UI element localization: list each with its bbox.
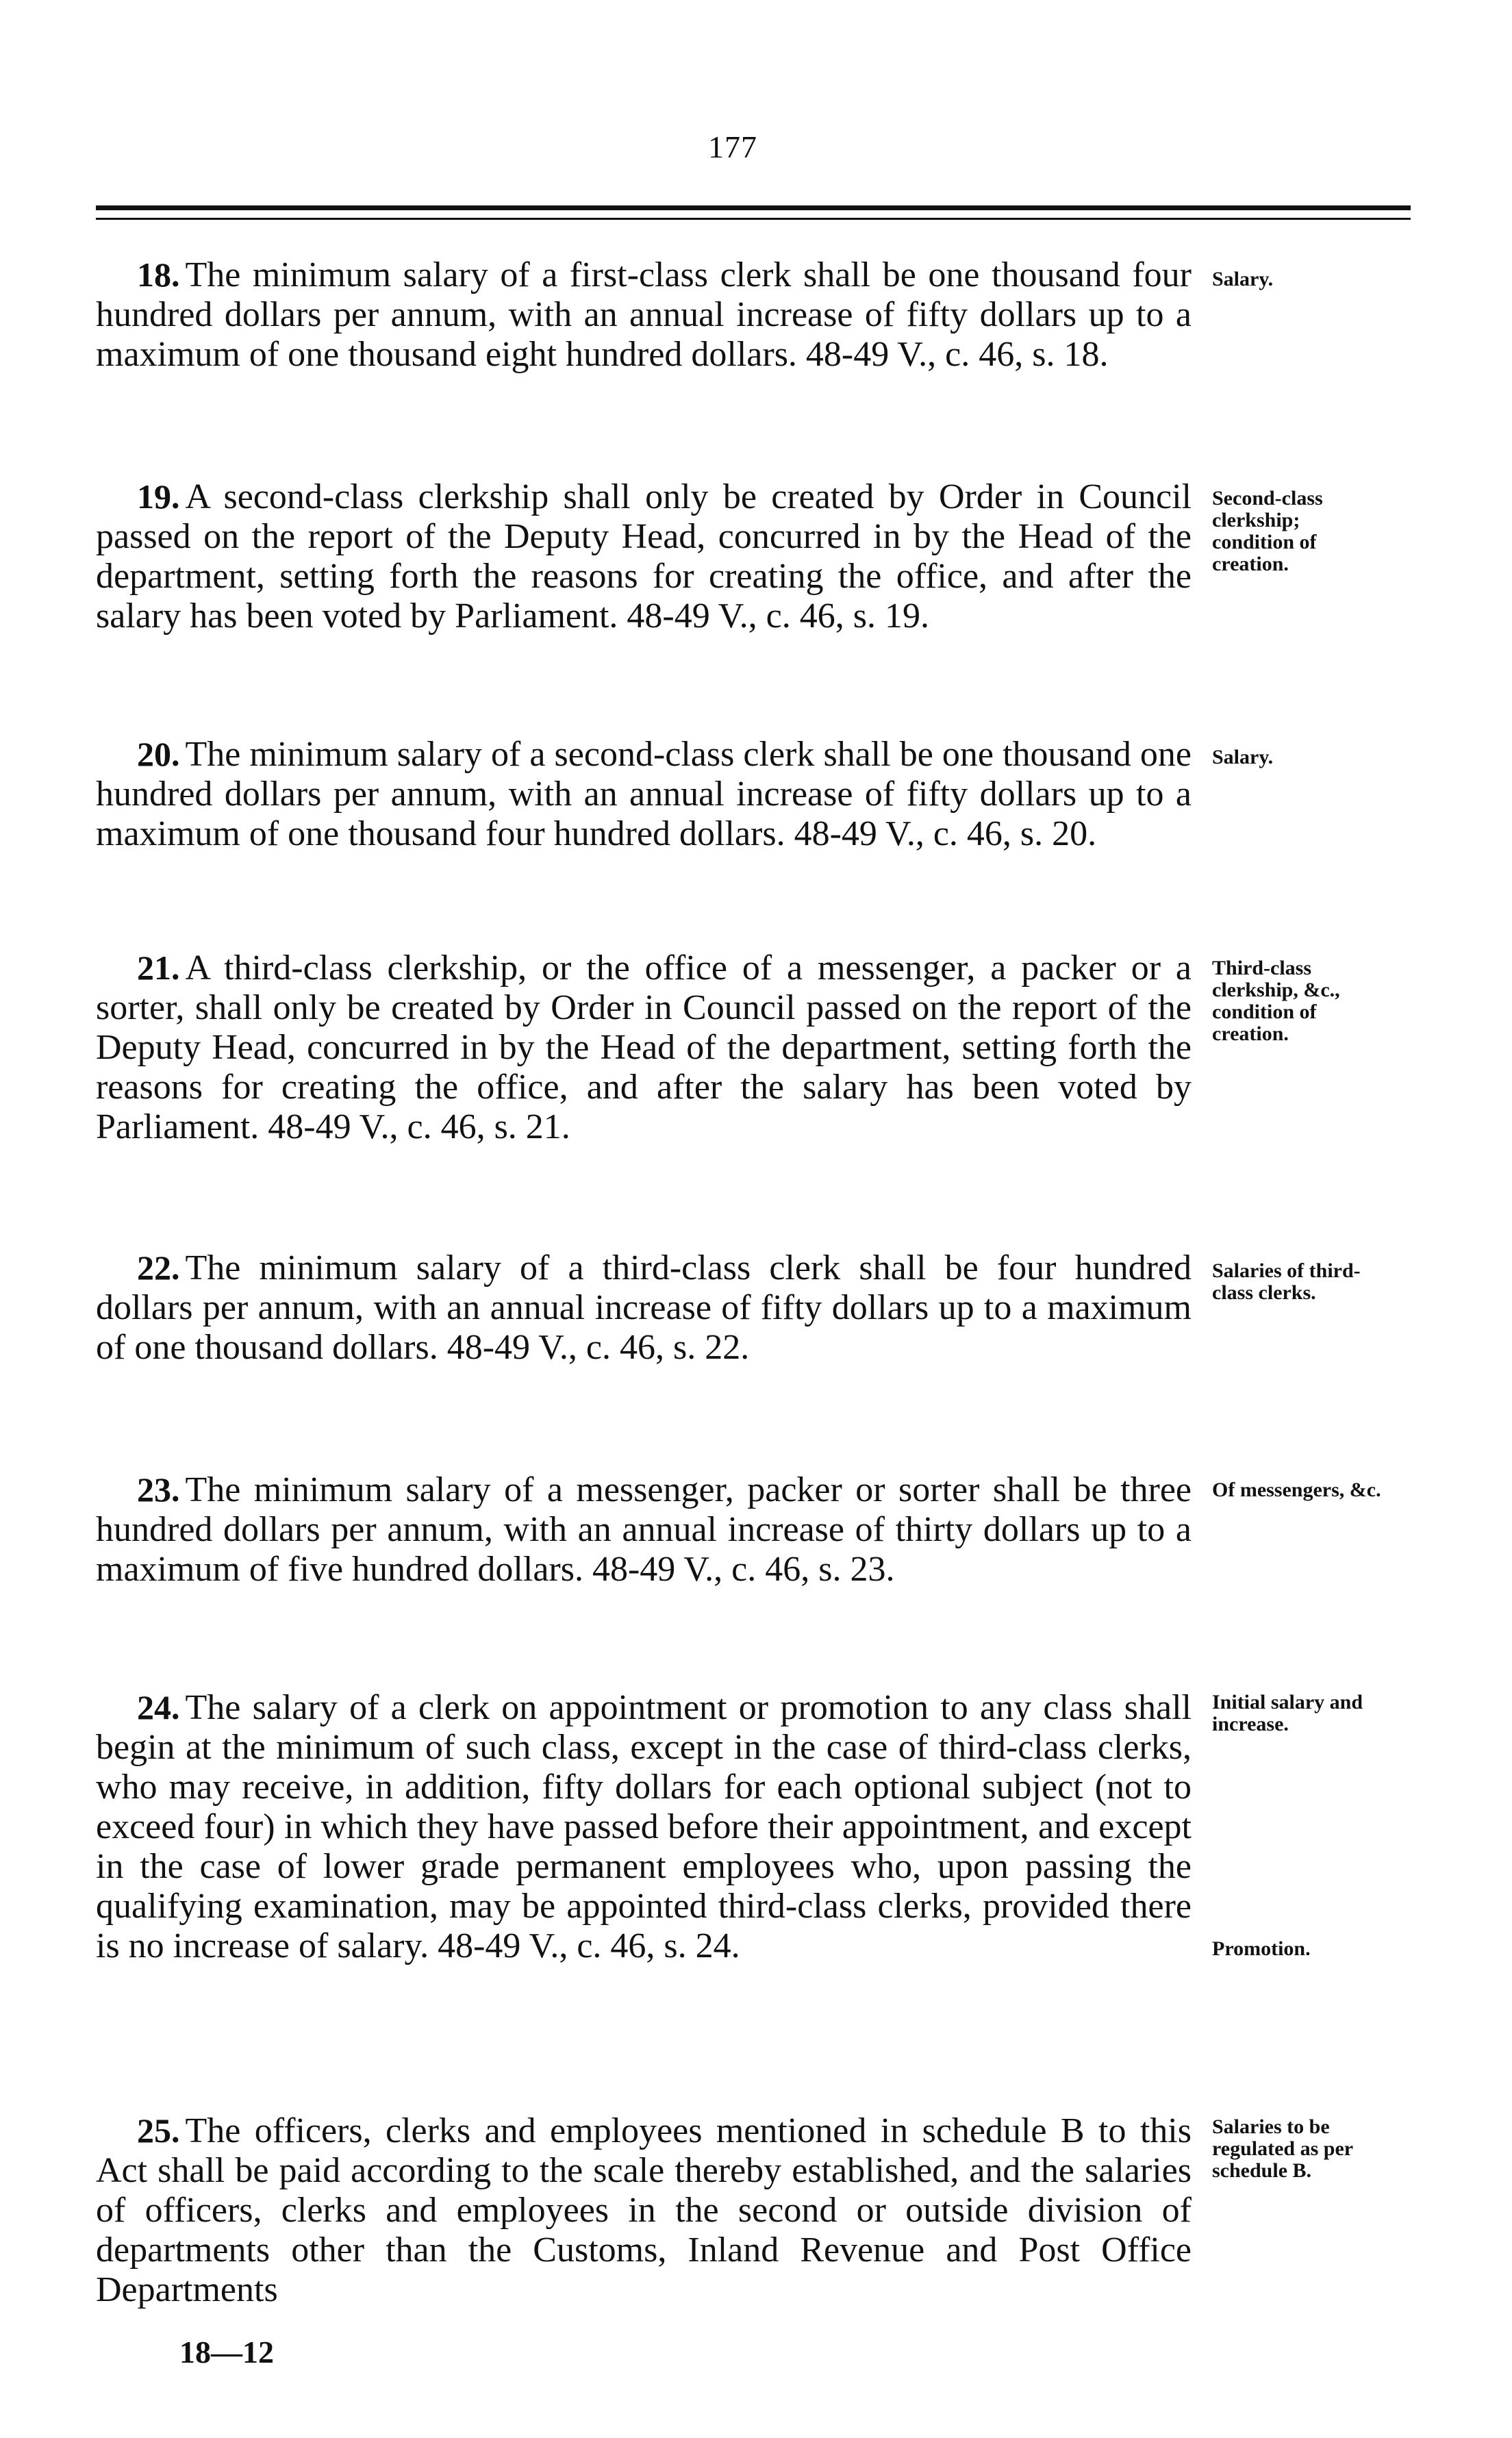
margin-note-24: Initial salary and increase. bbox=[1212, 1691, 1363, 1735]
margin-note-24-promotion: Promotion. bbox=[1212, 1937, 1311, 1960]
section-24 bbox=[96, 1687, 1192, 1966]
section-body bbox=[96, 1470, 1192, 1589]
section-number: 24. bbox=[137, 1688, 180, 1726]
section-18 bbox=[96, 255, 1192, 375]
section-body bbox=[96, 2111, 1192, 2310]
section-text: A second-class clerkship shall only be created by Order in Council passed on the report of the Deputy Head, concurred in by the Head of the department, setting forth the reasons for creating the office, and after the salary has been voted by Parliament. 48-49 V., c. 46, s. 19. bbox=[96, 477, 1192, 636]
section-25 bbox=[96, 2111, 1192, 2310]
section-21 bbox=[96, 948, 1192, 1147]
section-text: A third-class clerkship, or the office of a messenger, a packer or a sorter, shall only be created by Order in Council passed on the report of the Deputy Head, concurred in by the Head of the department, setting forth the reasons for creating the office, and after the salary has been voted by Parliament. 48-49 V., c. 46, s. 21. bbox=[96, 948, 1192, 1146]
margin-note-19: Second-class clerkship; condition of creation. bbox=[1212, 487, 1323, 575]
section-body bbox=[96, 948, 1192, 1147]
section-number: 25. bbox=[137, 2111, 180, 2150]
margin-note-20: Salary. bbox=[1212, 746, 1274, 768]
margin-note-22: Salaries of third-class clerks. bbox=[1212, 1259, 1361, 1304]
header-rule-thick bbox=[96, 205, 1411, 210]
section-23 bbox=[96, 1470, 1192, 1589]
section-number: 20. bbox=[137, 735, 180, 773]
section-20 bbox=[96, 734, 1192, 854]
section-22 bbox=[96, 1248, 1192, 1368]
margin-note-25: Salaries to be regulated as per schedule B. bbox=[1212, 2115, 1353, 2182]
section-text: The minimum salary of a first-class clerk shall be one thousand four hundred dollars per annum, with an annual increase of fifty dollars up to a maximum of one thousand eight hundred dollars. 48-49 V., c. 46, s. 18. bbox=[96, 255, 1192, 374]
section-number: 18. bbox=[137, 255, 180, 294]
section-number: 19. bbox=[137, 477, 180, 516]
section-text: The salary of a clerk on appointment or promotion to any class shall begin at the minimum of such class, except in the case of third-class clerks, who may receive, in addition, fifty dollars for each optional subject (not to exceed four) in which they have passed before their appointment, and except in the case of lower grade permanent employees who, upon passing the qualifying examination, may be appointed third-class clerks, provided there is no increase of salary. 48-49 V., c. 46, s. 24. bbox=[96, 1688, 1192, 1965]
section-body bbox=[96, 255, 1192, 375]
section-body bbox=[96, 1687, 1192, 1966]
header-rule-thin bbox=[96, 218, 1411, 220]
section-number: 22. bbox=[137, 1248, 180, 1287]
signature-mark: 18—12 bbox=[179, 2335, 274, 2370]
margin-note-18: Salary. bbox=[1212, 268, 1274, 290]
section-text: The officers, clerks and employees mentioned in schedule B to this Act shall be paid according to the scale thereby established, and the salaries of officers, clerks and employees in the second or outside division of departments other than the Customs, Inland Revenue and Post Office Departments bbox=[96, 2111, 1192, 2309]
section-number: 23. bbox=[137, 1470, 180, 1509]
margin-note-21: Third-class clerkship, &c., condition of creation. bbox=[1212, 957, 1340, 1045]
section-text: The minimum salary of a third-class clerk shall be four hundred dollars per annum, with an annual increase of fifty dollars up to a maximum of one thousand dollars. 48-49 V., c. 46, s. 22. bbox=[96, 1248, 1192, 1367]
section-body bbox=[96, 1248, 1192, 1368]
section-text: The minimum salary of a second-class clerk shall be one thousand one hundred dollars per annum, with an annual increase of fifty dollars up to a maximum of one thousand four hundred dollars. 48-49 V., c. 46, s. 20. bbox=[96, 735, 1192, 853]
section-19 bbox=[96, 477, 1192, 636]
section-number: 21. bbox=[137, 948, 180, 987]
page-number: 177 bbox=[708, 129, 757, 164]
section-body bbox=[96, 477, 1192, 636]
margin-note-23: Of messengers, &c. bbox=[1212, 1479, 1381, 1501]
section-text: The minimum salary of a messenger, packer or sorter shall be three hundred dollars per annum, with an annual increase of thirty dollars up to a maximum of five hundred dollars. 48-49 V., c. 46, s. 23. bbox=[96, 1470, 1192, 1589]
section-body bbox=[96, 734, 1192, 854]
